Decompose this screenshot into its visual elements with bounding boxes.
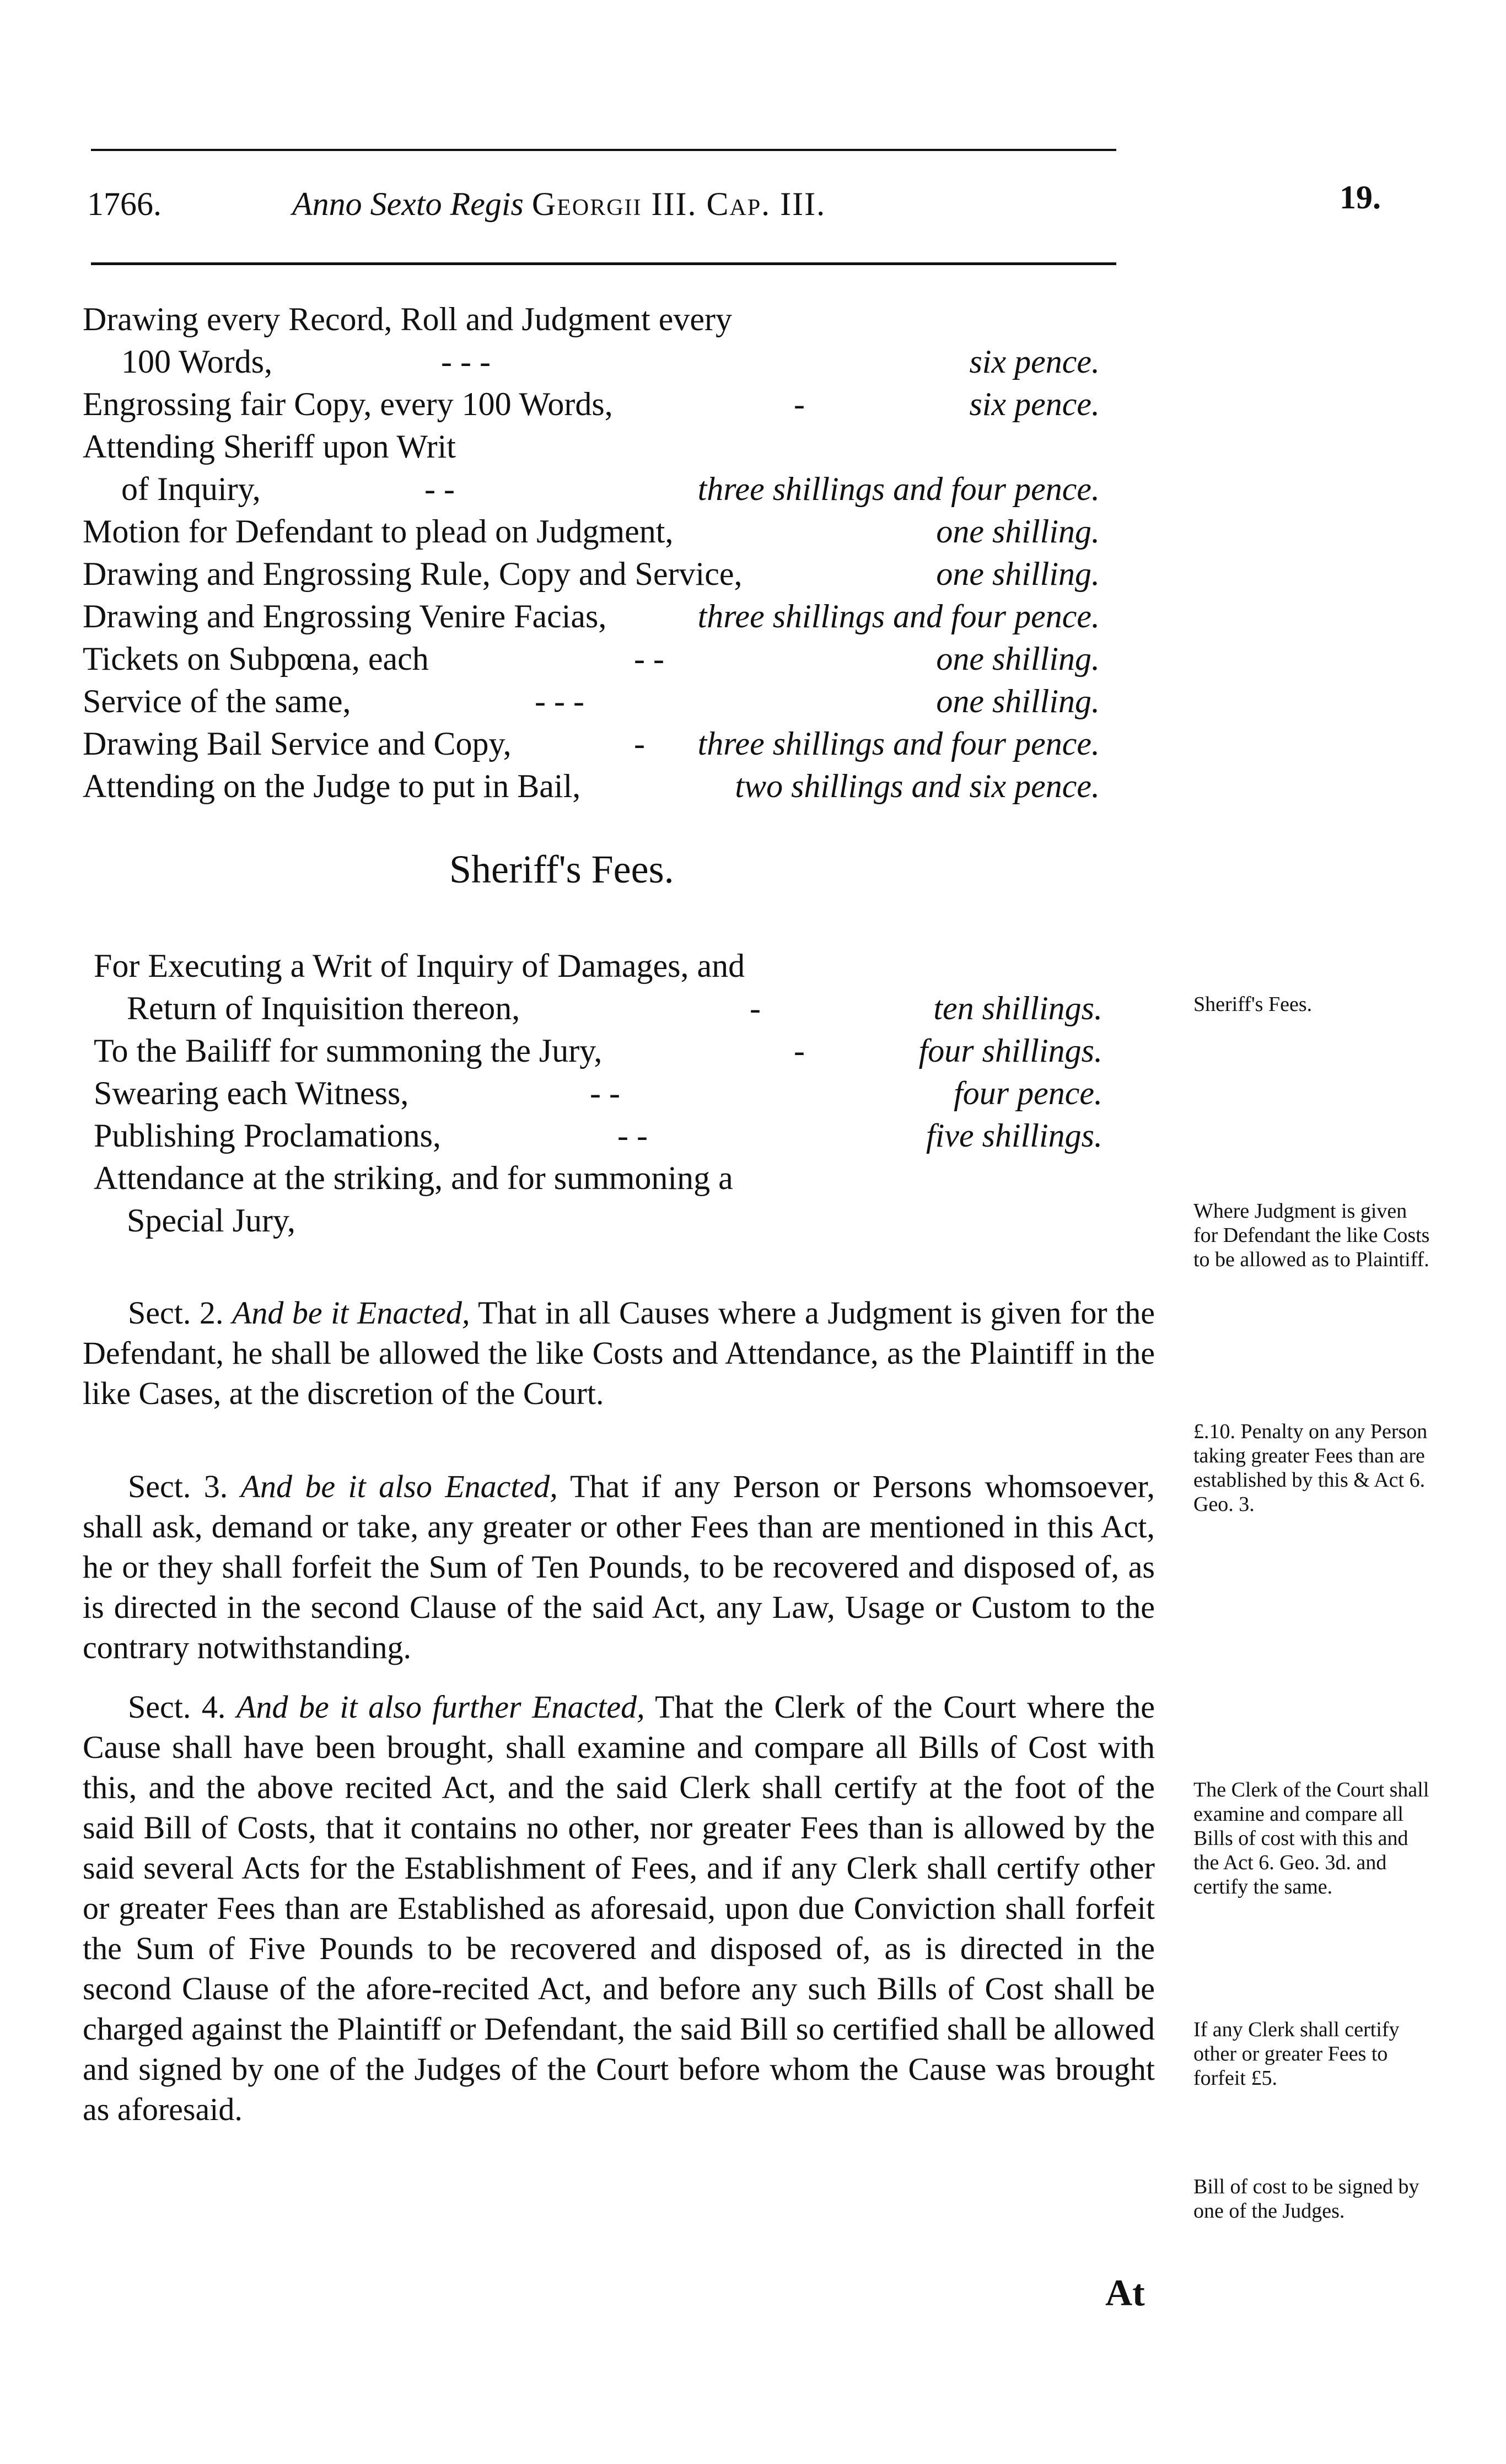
enacting-clause: And be it also further Enacted, [236,1689,645,1725]
fee-label: 100 Words, [121,343,273,380]
fee-dashes: - - [634,641,664,677]
fee-dashes: - - - [441,343,491,380]
fee-row [83,300,1100,343]
fee-dashes: - - [590,1075,620,1111]
fee-row [94,947,1102,989]
catchword: At [1105,2272,1145,2314]
fee-amount: four pence. [954,1075,1102,1111]
fee-amount: six pence. [969,343,1100,380]
margin-note-clerk-forfeit: If any Clerk shall certify other or greater Fees to forfeit £5. [1193,2018,1400,2090]
fee-label: Motion for Defendant to plead on Judgment, [83,513,674,550]
header-title-italic: Anno Sexto Regis [292,186,524,222]
fee-dashes: - [794,1032,805,1069]
fee-label: Drawing Bail Service and Copy, [83,725,512,762]
fee-label: To the Bailiff for summoning the Jury, [94,1032,603,1069]
fee-label: Drawing and Engrossing Rule, Copy and Service, [83,556,743,592]
fee-row [83,767,1100,810]
fee-amount: three shillings and four pence. [697,471,1100,507]
fee-row [94,1032,1102,1074]
fee-amount: ten shillings. [933,990,1102,1026]
fee-row [94,989,1102,1032]
fee-dashes: - [634,725,645,762]
fee-dashes: - - [617,1117,648,1154]
section-number: Sect. 2. [128,1295,224,1331]
section-text: That if any Person or Persons whomsoever, shall ask, demand or take, any greater or other Fees than are mentioned in this Act, he or they shall forfeit the Sum of Ten Pounds, to be recovered and disposed of, as is directed in the second Clause of the said Act, any Law, Usage or Custom to the contrary notwithstanding. [83,1468,1155,1665]
running-head [87,185,162,223]
fee-row [83,428,1100,470]
fee-amount: one shilling. [936,556,1100,592]
running-title [292,185,826,223]
section-text: That in all Causes where a Judgment is given for the Defendant, he shall be allowed the like Costs and Attendance, as the Plaintiff in the like Cases, at the discretion of the Court. [83,1295,1155,1411]
margin-note-bill-signed: Bill of cost to be signed by one of the Judges. [1193,2175,1419,2223]
sheriffs-fees-heading: Sheriff's Fees. [449,847,674,891]
fee-label: Service of the same, [83,683,351,719]
fee-label: Drawing every Record, Roll and Judgment every [83,301,732,337]
fee-row [83,682,1100,725]
fee-row [94,1117,1102,1159]
page-number: 19. [1340,179,1381,216]
fee-row [94,1074,1102,1117]
fee-amount: five shillings. [926,1117,1102,1154]
margin-note-clerk-examine: The Clerk of the Court shall examine and compare all Bills of cost with this and the Act 6. Geo. 3d. and certify the same. [1193,1778,1429,1898]
section-number: Sect. 3. [128,1468,228,1504]
fee-label: Attendance at the striking, and for summoning a [94,1160,733,1196]
fee-label: Publishing Proclamations, [94,1117,441,1154]
fee-label: Engrossing fair Copy, every 100 Words, [83,386,613,422]
header-year: 1766. [87,186,162,222]
fee-label: Return of Inquisition thereon, [127,990,520,1026]
fee-amount: two shillings and six pence. [735,768,1100,804]
margin-note-sheriffs-fees: Sheriff's Fees. [1193,993,1313,1016]
margin-note-penalty: £.10. Penalty on any Person taking greater Fees than are established by this & Act 6. Geo. 3. [1193,1420,1428,1516]
enacting-clause: And be it Enacted, [232,1295,470,1331]
fee-label: Drawing and Engrossing Venire Facias, [83,598,607,634]
fee-amount: one shilling. [936,641,1100,677]
fee-amount: six pence. [969,386,1100,422]
fee-list-sheriff [94,947,1102,1244]
enacting-clause: And be it also Enacted, [240,1468,558,1504]
fee-amount: three shillings and four pence. [697,725,1100,762]
header-title-caps: Georgii III. Cap. III. [531,186,826,222]
fee-row [83,513,1100,555]
fee-amount: three shillings and four pence. [697,598,1100,634]
fee-list-top [83,300,1100,810]
section-4 [83,1687,1155,2129]
fee-row [94,1159,1102,1202]
fee-row [83,555,1100,598]
section-number: Sect. 4. [128,1689,226,1725]
fee-amount: four shillings. [918,1032,1102,1069]
fee-dashes: - - - [535,683,584,719]
fee-dashes: - [750,990,761,1026]
fee-label: Special Jury, [127,1202,296,1239]
fee-label: Swearing each Witness, [94,1075,409,1111]
fee-row [83,725,1100,767]
fee-row [83,343,1100,385]
fee-dashes: - [794,386,805,422]
fee-row [83,598,1100,640]
fee-amount: one shilling. [936,683,1100,719]
section-text: That the Clerk of the Court where the Cause shall have been brought, shall examine and compare all Bills of Cost with this, and the above recited Act, and the said Clerk shall certify at the foot of the said Bill of Costs, that it contains no other, nor greater Fees than is allowed by the said several Acts for the Establishment of Fees, and if any Clerk shall certify other or greater Fees than are Established as aforesaid, upon due Conviction shall forfeit the Sum of Five Pounds to be recovered and disposed of, as is directed in the second Clause of the afore-recited Act, and before any such Bills of Cost shall be charged against the Plaintiff or Defendant, the said Bill so certified shall be allowed and signed by one of the Judges of the Court before whom the Cause was brought as aforesaid. [83,1689,1155,2127]
fee-amount: one shilling. [936,513,1100,550]
fee-dashes: - - [424,471,455,507]
fee-row [94,1202,1102,1244]
section-2 [83,1293,1155,1413]
fee-label: For Executing a Writ of Inquiry of Damages, and [94,948,745,984]
fee-label: Attending on the Judge to put in Bail, [83,768,581,804]
header-rule [91,262,1116,265]
fee-label: Tickets on Subpœna, each [83,641,429,677]
top-rule [91,149,1116,151]
fee-label: Attending Sheriff upon Writ [83,428,456,465]
fee-label: of Inquiry, [121,471,261,507]
fee-row [83,385,1100,428]
fee-row [83,640,1100,682]
section-3 [83,1466,1155,1667]
margin-note-defendant-costs: Where Judgment is given for Defendant the like Costs to be allowed as to Plaintiff. [1193,1199,1430,1271]
fee-row [83,470,1100,513]
